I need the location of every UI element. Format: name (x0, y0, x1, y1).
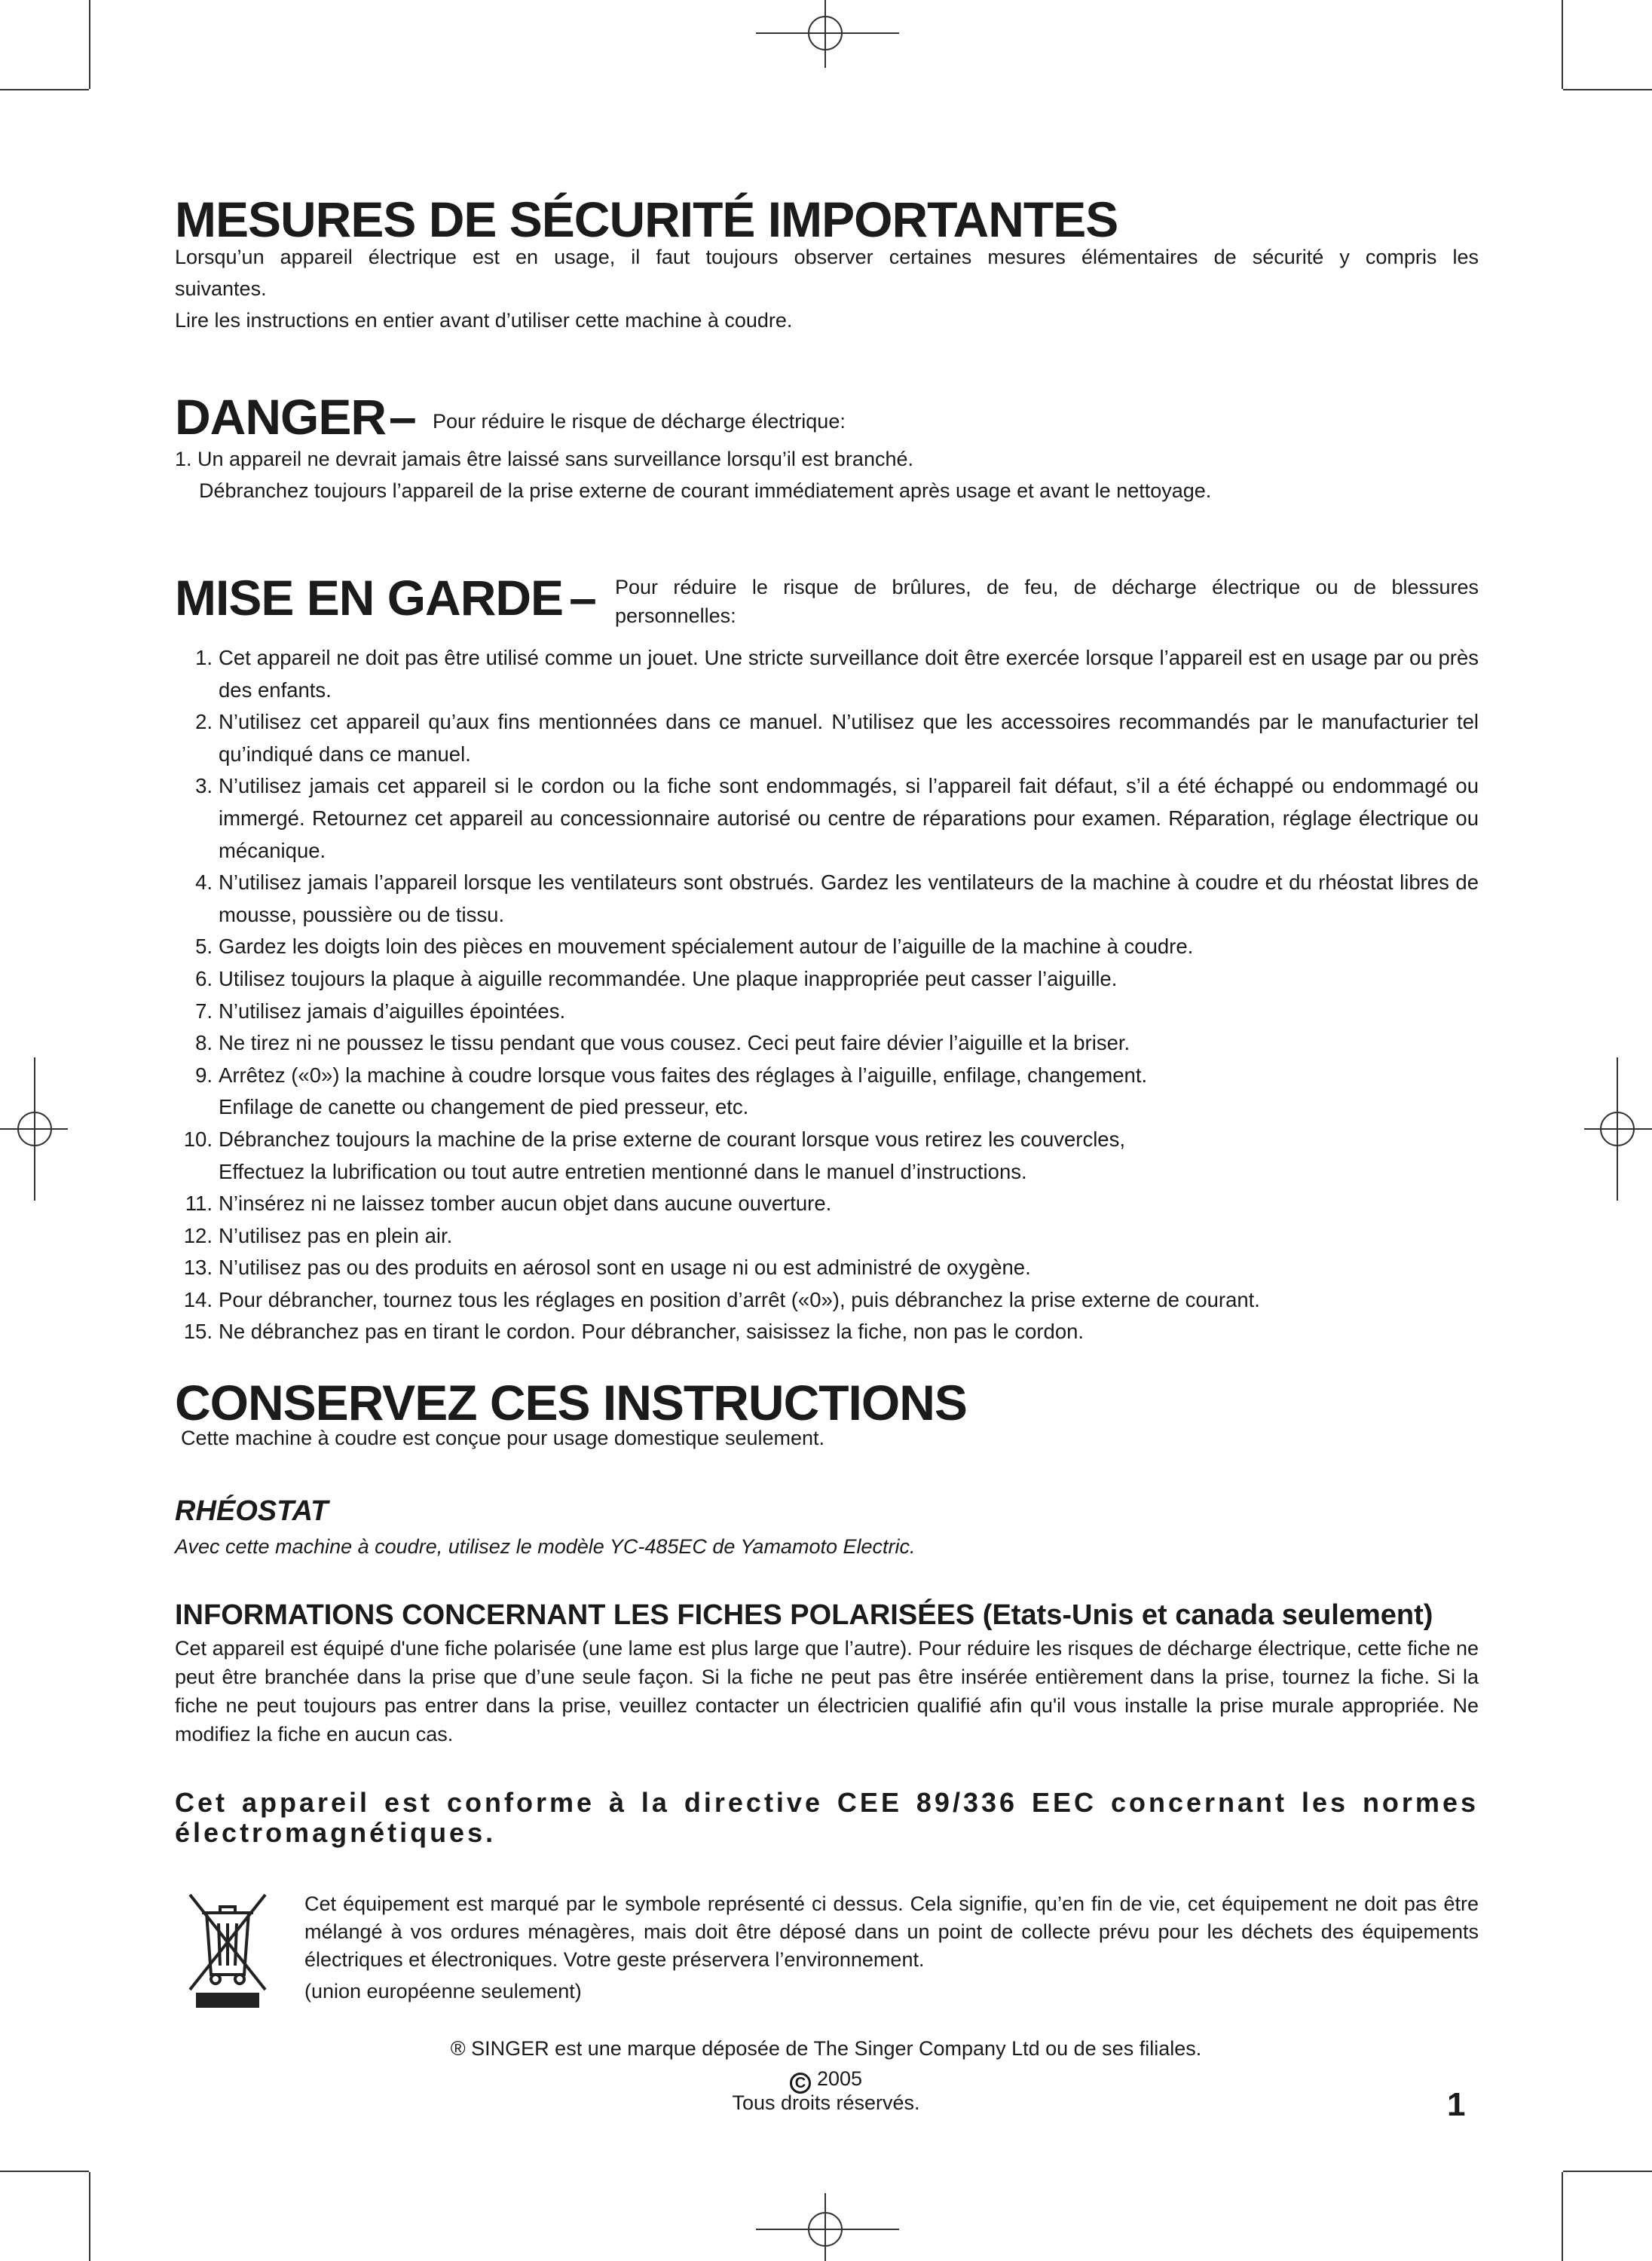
warning-item (175, 706, 1479, 770)
warning-item-text (219, 706, 1479, 770)
warning-lead: Pour réduire le risque de brûlures, de feu, de décharge électrique ou de blessures personnelles: (615, 576, 1479, 627)
warning-item (175, 867, 1479, 931)
warning-item-text (219, 1316, 1479, 1348)
warning-item (175, 770, 1479, 867)
conserve-title: CONSERVEZ CES INSTRUCTIONS (175, 1375, 967, 1430)
rights-reserved: Tous droits réservés. (732, 2091, 920, 2114)
warning-item-number: 9. (195, 1063, 213, 1087)
copyright-icon: C (790, 2073, 811, 2094)
warning-item-text (219, 1188, 1479, 1220)
warning-item-text (219, 867, 1479, 931)
safety-intro (175, 241, 1479, 336)
polarized-text: Cet appareil est équipé d'une fiche polarisée (une lame est plus large que l’autre). Pour réduire les risques de décharge électrique, cette fiche ne peut être branchée dans la prise que d’une seule façon. Si la fiche ne peut pas être insérée entièrement dans la prise, tournez la fiche. Si la fiche ne peut toujours pas entrer dans la prise, veuillez contacter un électricien qualifié afin qu'il vous installe la prise murale appropriée. Ne modifiez la fiche en aucun cas. (175, 1637, 1479, 1745)
safety-intro-line: Lire les instructions en entier avant d’utiliser cette machine à coudre. (175, 309, 793, 332)
warning-item-number: 3. (195, 774, 213, 798)
safety-intro-line: Lorsqu’un appareil électrique est en usage, il faut toujours observer certaines mesures élémentaires de sécurité y compris les (175, 246, 1479, 268)
weee-note: (union européenne seulement) (304, 1980, 582, 2002)
warning-title (175, 570, 596, 626)
registration-mark-right-icon (1584, 1057, 1652, 1201)
warning-item-number: 14. (183, 1287, 213, 1311)
warning-item-line: N’utilisez jamais cet appareil si le cordon ou la fiche sont endommagés, si l’appareil fait défaut, s’il a été échappé ou endommagé ou immergé. Retournez cet appareil au concessionnaire autorisé ou centre de réparations pour examen. Réparation, réglage électrique ou mécanique. (219, 774, 1479, 862)
warning-item-number: 4. (195, 870, 213, 895)
warning-item-line: Ne débranchez pas en tirant le cordon. Pour débrancher, saisissez la fiche, non pas le cordon. (219, 1320, 1085, 1344)
warning-item-number: 10. (183, 1127, 213, 1151)
warning-item-line: N’utilisez jamais l’appareil lorsque les ventilateurs sont obstrués. Gardez les ventilateurs de la machine à coudre et du rhéostat libres de mousse, poussière ou de tissu. (219, 870, 1479, 926)
warning-item (175, 963, 1479, 996)
warning-item-line: Utilisez toujours la plaque à aiguille recommandée. Une plaque inappropriée peut casser l’aiguille. (219, 966, 1118, 990)
warning-item (175, 1027, 1479, 1060)
warning-item (175, 1060, 1479, 1124)
warning-item-text (219, 1284, 1479, 1317)
warning-item (175, 1316, 1479, 1348)
warning-item (175, 1220, 1479, 1253)
warning-list (175, 642, 1479, 1348)
warning-item-text (219, 1124, 1479, 1188)
warning-item-line: Pour débrancher, tournez tous les réglages en position d’arrêt («0»), puis débranchez la prise externe de courant. (219, 1287, 1260, 1311)
warning-item-number: 5. (195, 935, 213, 959)
registration-mark-left-icon (0, 1057, 68, 1201)
copyright-year: 2005 (816, 2067, 863, 2090)
polarized-title: INFORMATIONS CONCERNANT LES FICHES POLARISÉES (Etats-Unis et canada seulement) (175, 1599, 1433, 1631)
warning-item-line: Arrêtez («0») la machine à coudre lorsque vous faites des réglages à l’aiguille, enfilage, changement. (219, 1063, 1148, 1087)
warning-item-text (219, 963, 1479, 996)
safety-intro-line: suivantes. (175, 277, 267, 300)
warning-item-text (219, 770, 1479, 867)
danger-title (175, 389, 416, 445)
registration-mark-bottom-icon (756, 2193, 899, 2261)
danger-title-text: DANGER (175, 389, 387, 445)
trademark-notice: ® SINGER est une marque déposée de The Singer Company Ltd ou de ses filiales. (450, 2037, 1202, 2060)
warning-item-number: 8. (195, 1031, 213, 1055)
warning-item-number: 1. (195, 646, 213, 669)
warning-item-text (219, 1252, 1479, 1284)
warning-item (175, 996, 1479, 1028)
warning-item (175, 1252, 1479, 1284)
page-number: 1 (1447, 2086, 1466, 2123)
warning-item-continuation: Enfilage de canette ou changement de pied presseur, etc. (219, 1095, 749, 1119)
warning-item-number: 13. (183, 1256, 213, 1280)
warning-item-text (219, 931, 1479, 963)
warning-item-line: Cet appareil ne doit pas être utilisé comme un jouet. Une stricte surveillance doit être exercée lorsque l’appareil est en usage par ou près des enfants. (219, 646, 1479, 702)
warning-title-text: MISE EN GARDE (175, 570, 564, 626)
warning-item-continuation: Effectuez la lubrification ou tout autre entretien mentionné dans le manuel d’instructions. (219, 1159, 1027, 1183)
warning-item-line: N’utilisez cet appareil qu’aux fins mentionnées dans ce manuel. N’utilisez que les accessoires recommandés par le manufacturier tel qu’indiqué dans ce manuel. (219, 710, 1479, 766)
warning-item-text (219, 996, 1479, 1028)
warning-item (175, 642, 1479, 706)
warning-item-text (219, 1220, 1479, 1253)
warning-item-line: Débranchez toujours la machine de la prise externe de courant lorsque vous retirez les couvercles, (219, 1127, 1125, 1151)
warning-item-line: N’utilisez pas en plein air. (219, 1223, 453, 1247)
warning-item (175, 1124, 1479, 1188)
warning-item-line: N’insérez ni ne laissez tomber aucun objet dans aucune ouverture. (219, 1192, 832, 1216)
warning-item-text (219, 1060, 1479, 1124)
danger-lead: Pour réduire le risque de décharge électrique: (433, 410, 846, 433)
warning-item-number: 12. (183, 1223, 213, 1247)
warning-item-number: 15. (183, 1320, 213, 1344)
warning-item-number: 11. (185, 1192, 213, 1216)
danger-line-2: Débranchez toujours l’appareil de la prise externe de courant immédiatement après usage et avant le nettoyage. (199, 479, 1212, 502)
weee-text: Cet équipement est marqué par le symbole représenté ci dessus. Cela signifie, qu’en fin de vie, cet équipement ne doit pas être mélangé à vos ordures ménagères, mais doit être déposé dans un point de collecte prévu pour les déchets des équipements électriques et électroniques. Votre geste préservera l’environnement. (304, 1892, 1479, 1971)
registration-mark-top-icon (756, 0, 899, 68)
rheostat-title: RHÉOSTAT (175, 1495, 329, 1527)
warning-item-text (219, 642, 1479, 706)
danger-line-1: 1. Un appareil ne devrait jamais être laissé sans surveillance lorsqu’il est branché. (175, 448, 913, 470)
crossed-bin-icon (185, 1890, 270, 2009)
warning-item-number: 7. (195, 999, 213, 1023)
warning-item-line: Ne tirez ni ne poussez le tissu pendant que vous cousez. Ceci peut faire dévier l’aiguille et la briser. (219, 1031, 1130, 1055)
warning-item (175, 1188, 1479, 1220)
warning-dash: – (569, 570, 596, 626)
warning-item-text (219, 1027, 1479, 1060)
warning-item-number: 2. (195, 710, 213, 734)
safety-title: MESURES DE SÉCURITÉ IMPORTANTES (175, 191, 1118, 247)
conserve-text: Cette machine à coudre est conçue pour usage domestique seulement. (181, 1427, 825, 1449)
warning-item-line: N’utilisez jamais d’aiguilles épointées. (219, 999, 566, 1023)
warning-item-number: 6. (195, 966, 213, 990)
warning-item (175, 1284, 1479, 1317)
warning-item-line: N’utilisez pas ou des produits en aérosol sont en usage ni ou est administré de oxygène. (219, 1256, 1031, 1280)
warning-item (175, 931, 1479, 963)
danger-dash: – (389, 389, 416, 445)
emc-statement: Cet appareil est conforme à la directive CEE 89/336 EEC concernant les normes électromagnétiques. (175, 1787, 1479, 1848)
rheostat-text: Avec cette machine à coudre, utilisez le modèle YC-485EC de Yamamoto Electric. (175, 1535, 916, 1558)
warning-item-line: Gardez les doigts loin des pièces en mouvement spécialement autour de l’aiguille de la machine à coudre. (219, 935, 1194, 959)
